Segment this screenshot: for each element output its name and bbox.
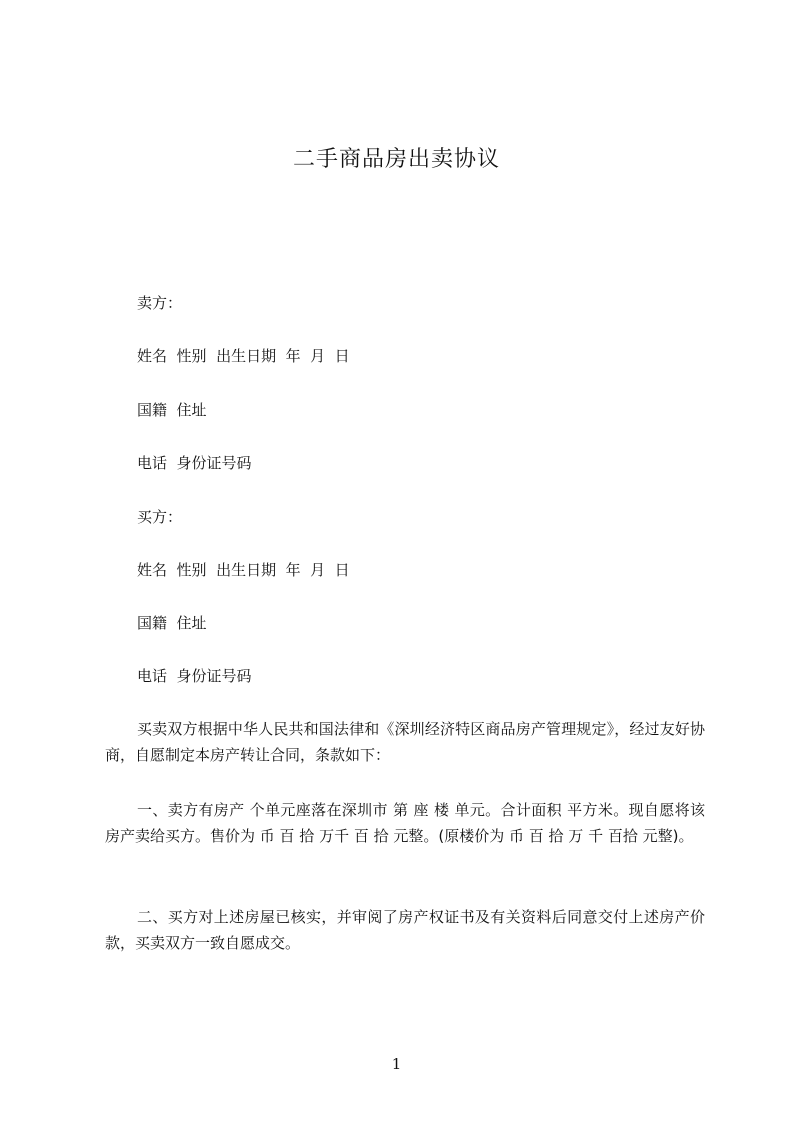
clause-1-paragraph: 一、卖方有房产 个单元座落在深圳市 第 座 楼 单元。合计面积 平方米。现自愿将该房产卖给买方。售价为 币 百 拾 万千 百 拾 元整。(原楼价为 币 百 拾 万 千 百拾 元整)。 [105, 801, 705, 845]
buyer-heading: 买方： [137, 508, 183, 526]
intro-paragraph: 买卖双方根据中华人民共和国法律和《深圳经济特区商品房产管理规定》，经过友好协商，自愿制定本房产转让合同，条款如下： [105, 720, 705, 764]
seller-heading: 卖方： [137, 294, 183, 312]
seller-phone-line: 电话 身份证号码 [137, 454, 252, 472]
clause-2-paragraph: 二、买方对上述房屋已核实，并审阅了房产权证书及有关资料后同意交付上述房产价款，买卖双方一致自愿成交。 [105, 908, 705, 952]
buyer-phone-line: 电话 身份证号码 [137, 667, 252, 685]
buyer-nationality-line: 国籍 住址 [137, 614, 207, 632]
seller-name-line: 姓名 性别 出生日期 年 月 日 [137, 347, 350, 365]
document-title: 二手商品房出卖协议 [292, 147, 500, 172]
seller-nationality-line: 国籍 住址 [137, 401, 207, 419]
page-number: 1 [391, 1055, 402, 1073]
buyer-name-line: 姓名 性别 出生日期 年 月 日 [137, 561, 350, 579]
